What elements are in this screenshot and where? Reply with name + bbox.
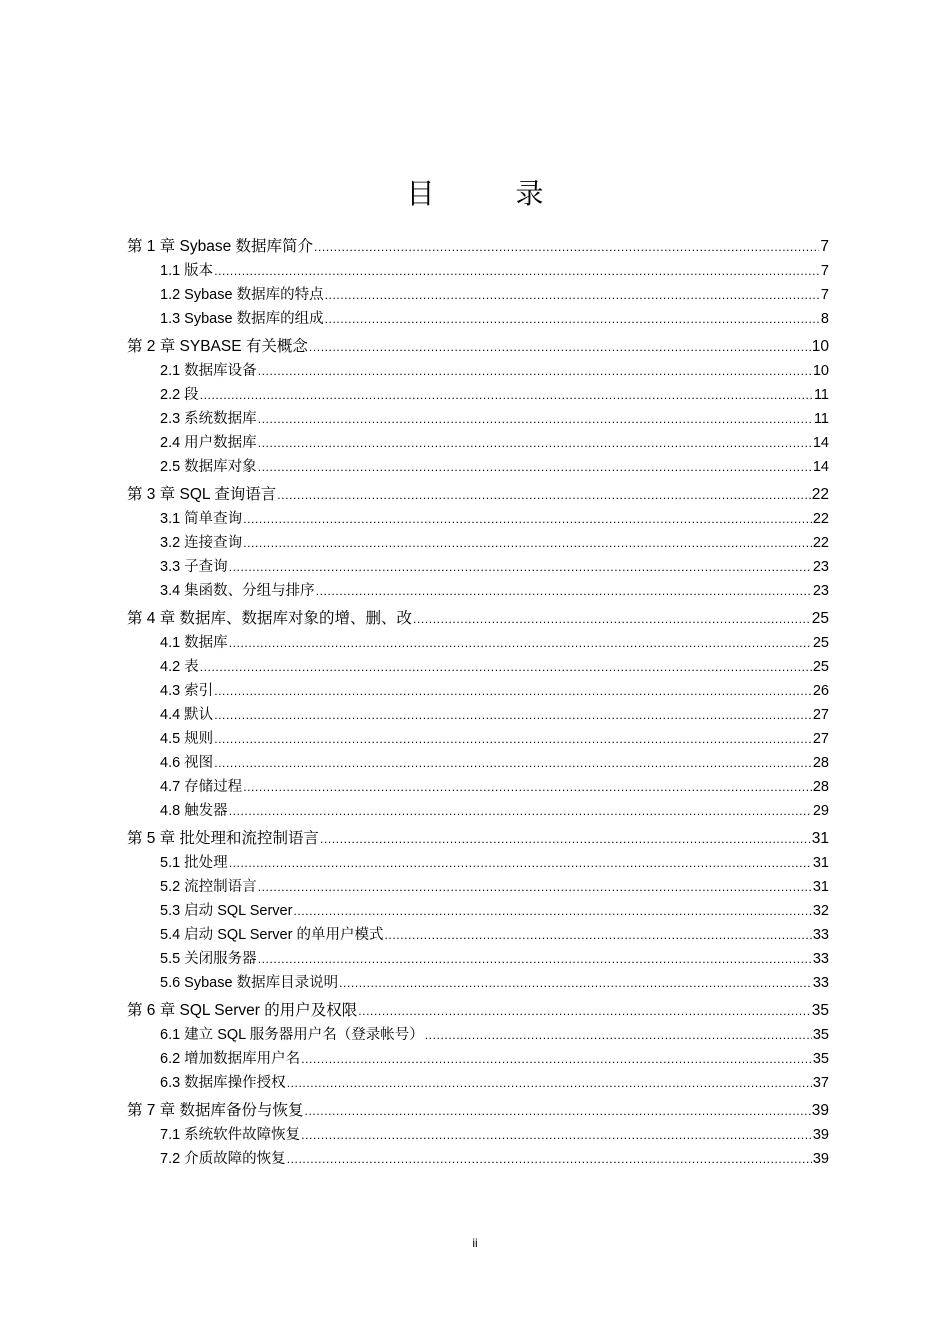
toc-section-entry-label: 4.6 视图 <box>160 755 214 771</box>
toc-section-entry-label: 6.1 建立 SQL 服务器用户名（登录帐号） <box>160 1027 424 1043</box>
toc-section-entry-page-number: 31 <box>812 855 829 871</box>
toc-section-entry-label: 3.3 子查询 <box>160 559 228 575</box>
toc-section-entry-page-number: 8 <box>820 311 829 327</box>
toc-section-entry[interactable] <box>127 875 829 899</box>
toc-section-entry-page-number: 10 <box>812 363 829 379</box>
toc-chapter-entry-label: 第 4 章 数据库、数据库对象的增、删、改 <box>127 610 413 627</box>
toc-section-entry[interactable] <box>127 407 829 431</box>
toc-section-entry[interactable] <box>127 947 829 971</box>
dot-leader <box>287 1071 812 1095</box>
toc-chapter-entry-page-number: 31 <box>811 830 829 847</box>
toc-chapter-entry[interactable] <box>127 999 829 1023</box>
toc-section-entry-page-number: 23 <box>812 583 829 599</box>
dot-leader <box>229 851 812 875</box>
dot-leader <box>229 799 812 823</box>
toc-section-entry-label: 6.3 数据库操作授权 <box>160 1075 286 1091</box>
toc-section-entry[interactable] <box>127 899 829 923</box>
dot-leader <box>358 999 811 1023</box>
toc-chapter-entry-label: 第 6 章 SQL Server 的用户及权限 <box>127 1002 358 1019</box>
toc-section-entry-page-number: 14 <box>812 435 829 451</box>
toc-section-entry-page-number: 28 <box>812 755 829 771</box>
dot-leader <box>258 875 812 899</box>
toc-section-entry[interactable] <box>127 1047 829 1071</box>
toc-section-entry[interactable] <box>127 751 829 775</box>
table-of-contents <box>127 235 829 1171</box>
dot-leader <box>309 335 811 359</box>
dot-leader <box>243 531 812 555</box>
toc-section-entry[interactable] <box>127 259 829 283</box>
toc-section-entry-page-number: 7 <box>820 287 829 303</box>
dot-leader <box>305 1099 811 1123</box>
toc-section-entry[interactable] <box>127 555 829 579</box>
dot-leader <box>214 727 812 751</box>
toc-section-entry[interactable] <box>127 383 829 407</box>
dot-leader <box>229 555 812 579</box>
toc-section-entry-page-number: 29 <box>812 803 829 819</box>
toc-chapter-entry-page-number: 7 <box>820 238 829 255</box>
dot-leader <box>316 579 812 603</box>
dot-leader <box>293 899 811 923</box>
toc-section-entry-label: 2.2 段 <box>160 387 199 403</box>
toc-section-entry-label: 1.2 Sybase 数据库的特点 <box>160 287 324 303</box>
toc-section-entry[interactable] <box>127 923 829 947</box>
toc-chapter-group <box>127 607 829 823</box>
toc-section-entry-label: 1.1 版本 <box>160 263 214 279</box>
toc-section-entry[interactable] <box>127 283 829 307</box>
dot-leader <box>384 923 811 947</box>
toc-section-entry-page-number: 39 <box>812 1151 829 1167</box>
toc-section-entry-label: 5.6 Sybase 数据库目录说明 <box>160 975 339 991</box>
toc-chapter-group <box>127 483 829 603</box>
dot-leader <box>325 283 820 307</box>
dot-leader <box>258 359 812 383</box>
toc-section-entry-label: 2.3 系统数据库 <box>160 411 257 427</box>
toc-chapter-entry[interactable] <box>127 1099 829 1123</box>
toc-section-entry-label: 3.1 简单查询 <box>160 511 243 527</box>
toc-section-entry[interactable] <box>127 431 829 455</box>
toc-section-entry[interactable] <box>127 679 829 703</box>
toc-section-entry-page-number: 32 <box>812 903 829 919</box>
toc-section-entry-page-number: 11 <box>813 387 829 403</box>
toc-chapter-entry-page-number: 25 <box>811 610 829 627</box>
toc-chapter-entry-page-number: 39 <box>811 1102 829 1119</box>
toc-section-entry-label: 5.4 启动 SQL Server 的单用户模式 <box>160 927 384 943</box>
toc-section-entry[interactable] <box>127 579 829 603</box>
dot-leader <box>214 259 820 283</box>
dot-leader <box>425 1023 812 1047</box>
toc-section-entry[interactable] <box>127 455 829 479</box>
toc-section-entry-page-number: 33 <box>812 975 829 991</box>
toc-section-entry-label: 7.2 介质故障的恢复 <box>160 1151 286 1167</box>
toc-section-entry[interactable] <box>127 851 829 875</box>
toc-section-entry-page-number: 39 <box>812 1127 829 1143</box>
toc-section-entry-page-number: 25 <box>812 635 829 651</box>
dot-leader <box>287 1147 812 1171</box>
dot-leader <box>325 307 820 331</box>
toc-chapter-entry[interactable] <box>127 827 829 851</box>
toc-section-entry-label: 3.2 连接查询 <box>160 535 243 551</box>
dot-leader <box>214 679 812 703</box>
dot-leader <box>258 947 812 971</box>
toc-chapter-entry-label: 第 1 章 Sybase 数据库简介 <box>127 238 314 255</box>
toc-section-entry[interactable] <box>127 531 829 555</box>
toc-section-entry-label: 5.5 关闭服务器 <box>160 951 257 967</box>
dot-leader <box>277 483 810 507</box>
toc-section-entry-page-number: 33 <box>812 927 829 943</box>
toc-section-entry-page-number: 22 <box>812 535 829 551</box>
dot-leader <box>314 235 819 259</box>
toc-section-entry[interactable] <box>127 971 829 995</box>
toc-section-entry[interactable] <box>127 631 829 655</box>
dot-leader <box>200 383 813 407</box>
toc-section-entry-label: 2.4 用户数据库 <box>160 435 257 451</box>
toc-section-entry[interactable] <box>127 307 829 331</box>
toc-section-entry-label: 4.8 触发器 <box>160 803 228 819</box>
toc-chapter-entry[interactable] <box>127 335 829 359</box>
toc-section-entry-page-number: 23 <box>812 559 829 575</box>
toc-section-entry-page-number: 28 <box>812 779 829 795</box>
toc-chapter-entry-page-number: 10 <box>811 338 829 355</box>
toc-section-entry[interactable] <box>127 1071 829 1095</box>
dot-leader <box>258 431 812 455</box>
dot-leader <box>229 631 812 655</box>
toc-chapter-group <box>127 827 829 995</box>
dot-leader <box>301 1123 812 1147</box>
toc-section-entry-label: 4.7 存储过程 <box>160 779 243 795</box>
toc-chapter-entry-label: 第 3 章 SQL 查询语言 <box>127 486 277 503</box>
toc-section-entry[interactable] <box>127 1123 829 1147</box>
toc-section-entry[interactable] <box>127 359 829 383</box>
dot-leader <box>214 703 812 727</box>
toc-section-entry[interactable] <box>127 727 829 751</box>
toc-section-entry-page-number: 14 <box>812 459 829 475</box>
toc-chapter-entry-label: 第 7 章 数据库备份与恢复 <box>127 1102 304 1119</box>
toc-section-entry-label: 6.2 增加数据库用户名 <box>160 1051 301 1067</box>
toc-chapter-group <box>127 1099 829 1171</box>
toc-section-entry[interactable] <box>127 655 829 679</box>
dot-leader <box>214 751 812 775</box>
toc-section-entry[interactable] <box>127 703 829 727</box>
toc-section-entry-page-number: 27 <box>812 731 829 747</box>
toc-section-entry-page-number: 35 <box>812 1051 829 1067</box>
toc-section-entry[interactable] <box>127 799 829 823</box>
toc-section-entry-page-number: 31 <box>812 879 829 895</box>
page-number: ii <box>472 1236 478 1250</box>
page-title: 目 录 <box>406 177 580 210</box>
toc-section-entry[interactable] <box>127 1023 829 1047</box>
toc-section-entry-label: 3.4 集函数、分组与排序 <box>160 583 315 599</box>
dot-leader <box>243 507 812 531</box>
toc-section-entry-page-number: 26 <box>812 683 829 699</box>
dot-leader <box>200 655 812 679</box>
toc-section-entry-page-number: 25 <box>812 659 829 675</box>
toc-section-entry-label: 1.3 Sybase 数据库的组成 <box>160 311 324 327</box>
toc-section-entry-page-number: 22 <box>812 511 829 527</box>
toc-section-entry-page-number: 35 <box>812 1027 829 1043</box>
toc-chapter-entry-label: 第 5 章 批处理和流控制语言 <box>127 830 320 847</box>
toc-section-entry-label: 4.4 默认 <box>160 707 214 723</box>
toc-section-entry-label: 7.1 系统软件故障恢复 <box>160 1127 301 1143</box>
dot-leader <box>320 827 811 851</box>
toc-chapter-entry-page-number: 35 <box>811 1002 829 1019</box>
toc-section-entry-page-number: 33 <box>812 951 829 967</box>
toc-section-entry[interactable] <box>127 507 829 531</box>
toc-section-entry[interactable] <box>127 775 829 799</box>
toc-section-entry-page-number: 37 <box>812 1075 829 1091</box>
toc-chapter-group <box>127 235 829 331</box>
toc-chapter-entry[interactable] <box>127 235 829 259</box>
toc-section-entry-label: 4.2 表 <box>160 659 199 675</box>
toc-section-entry-label: 4.1 数据库 <box>160 635 228 651</box>
dot-leader <box>301 1047 812 1071</box>
toc-section-entry-page-number: 11 <box>813 411 829 427</box>
dot-leader <box>258 407 813 431</box>
toc-section-entry-page-number: 7 <box>820 263 829 279</box>
toc-chapter-entry[interactable] <box>127 607 829 631</box>
toc-chapter-entry-page-number: 22 <box>811 486 829 503</box>
toc-section-entry-label: 2.5 数据库对象 <box>160 459 257 475</box>
toc-section-entry-label: 5.2 流控制语言 <box>160 879 257 895</box>
toc-chapter-group <box>127 335 829 479</box>
dot-leader <box>243 775 812 799</box>
toc-section-entry-label: 4.3 索引 <box>160 683 214 699</box>
toc-section-entry-page-number: 27 <box>812 707 829 723</box>
toc-section-entry-label: 5.1 批处理 <box>160 855 228 871</box>
dot-leader <box>413 607 811 631</box>
toc-chapter-entry[interactable] <box>127 483 829 507</box>
toc-section-entry-label: 5.3 启动 SQL Server <box>160 903 293 919</box>
toc-section-entry[interactable] <box>127 1147 829 1171</box>
toc-chapter-entry-label: 第 2 章 SYBASE 有关概念 <box>127 338 308 355</box>
toc-chapter-group <box>127 999 829 1095</box>
toc-section-entry-label: 2.1 数据库设备 <box>160 363 257 379</box>
dot-leader <box>339 971 812 995</box>
toc-section-entry-label: 4.5 规则 <box>160 731 214 747</box>
dot-leader <box>258 455 812 479</box>
